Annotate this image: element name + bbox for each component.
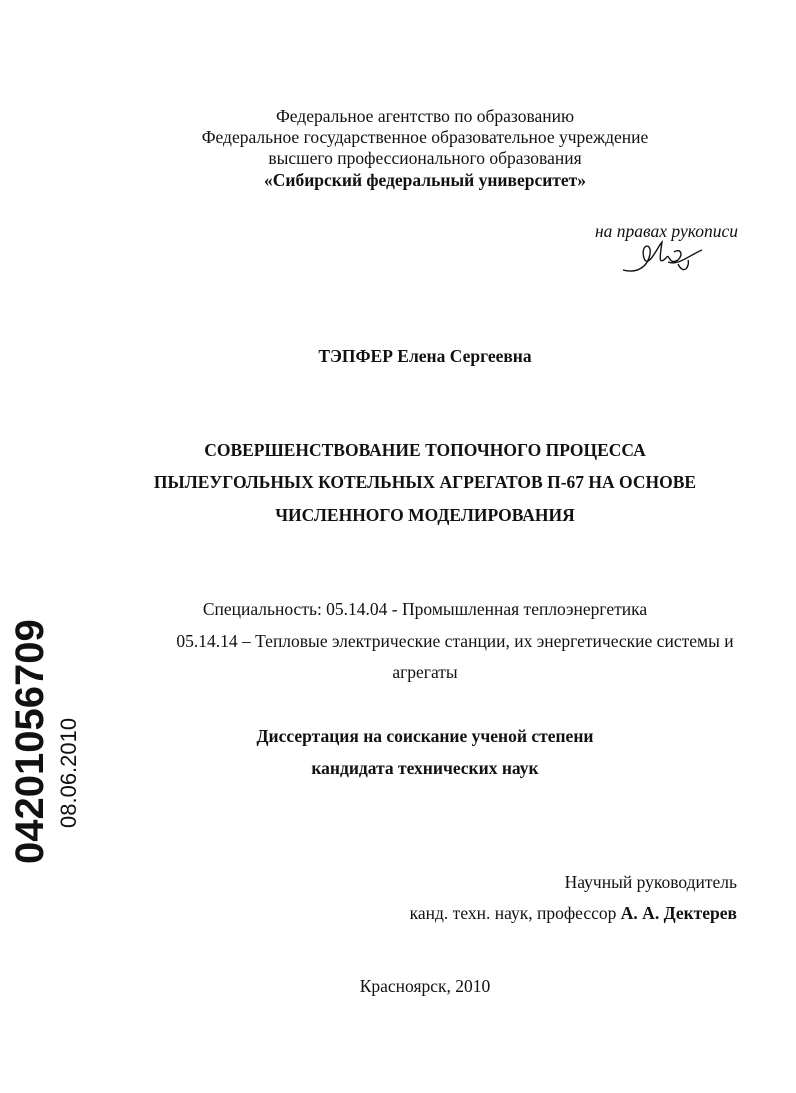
advisor-name: А. А. Дектерев — [620, 903, 737, 923]
stamp-date: 08.06.2010 — [56, 717, 81, 828]
title-line-1: СОВЕРШЕНСТВОВАНИЕ ТОПОЧНОГО ПРОЦЕССА — [204, 440, 646, 460]
institution-level-line: высшего профессионального образования — [268, 148, 582, 168]
advisor-info — [410, 903, 737, 924]
signature-image — [618, 236, 708, 278]
place-year: Красноярск, 2010 — [359, 976, 491, 996]
manuscript-note: на правах рукописи — [595, 221, 738, 241]
specialty-line-2: 05.14.14 – Тепловые электрические станции, их энергетические системы и — [176, 631, 734, 651]
title-line-2: ПЫЛЕУГОЛЬНЫХ КОТЕЛЬНЫХ АГРЕГАТОВ П-67 НА ОСНОВЕ — [153, 472, 697, 492]
degree-line-2: кандидата технических наук — [311, 758, 539, 778]
university-name: «Сибирский федеральный университет» — [263, 170, 587, 190]
specialty-line-1: Специальность: 05.14.04 - Промышленная теплоэнергетика — [202, 599, 648, 619]
agency-line: Федеральное агентство по образованию — [275, 106, 575, 126]
institution-type-line: Федеральное государственное образовательное учреждение — [201, 127, 649, 147]
stamp-number: 04201056709 — [8, 619, 52, 864]
author-name: ТЭПФЕР Елена Сергеевна — [318, 346, 532, 366]
advisor-credentials: канд. техн. наук, профессор — [409, 903, 617, 923]
degree-line-1: Диссертация на соискание ученой степени — [256, 726, 594, 746]
advisor-label: Научный руководитель — [564, 872, 737, 892]
specialty-line-3: агрегаты — [392, 662, 458, 682]
title-line-3: ЧИСЛЕННОГО МОДЕЛИРОВАНИЯ — [275, 505, 575, 525]
